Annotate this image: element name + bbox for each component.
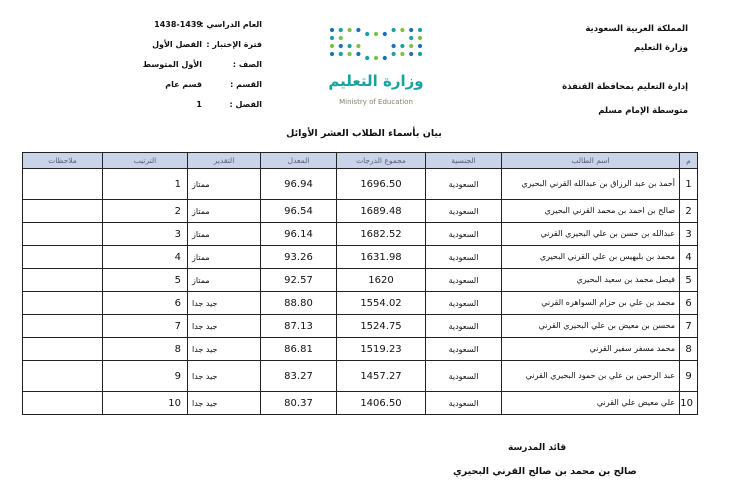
table-row [23,169,698,200]
average-cell: 87.13 [261,315,337,338]
column-header: الترتيب [103,153,188,169]
nationality-cell: السعودية [426,315,502,338]
table-row [23,223,698,246]
table-row [23,338,698,361]
rank-cell: 5 [103,269,188,292]
nationality-cell: السعودية [426,269,502,292]
student-name-cell: فيصل محمد بن سعيد البحيري [502,269,680,292]
notes-cell [23,269,103,292]
nationality-cell: السعودية [426,169,502,200]
grade-cell: جيد جدا [188,338,261,361]
total-score-cell: 1519.23 [337,338,426,361]
header-info-value: 1 [196,100,202,109]
students-table [22,152,698,415]
row-number-cell: 7 [680,315,698,338]
ministry-logo [322,24,430,112]
total-score-cell: 1631.98 [337,246,426,269]
ministry-logo-icon [322,24,430,72]
header-info-row [112,100,262,112]
column-header: ملاحظات [23,153,103,169]
rank-cell: 9 [103,361,188,392]
row-number-cell: 10 [680,392,698,415]
rank-cell: 4 [103,246,188,269]
column-header: م [680,153,698,169]
row-number-cell: 4 [680,246,698,269]
table-row [23,292,698,315]
signature-title: قائد المدرسة [508,443,567,453]
header-info-row [112,40,262,52]
total-score-cell: 1696.50 [337,169,426,200]
logo-english-text: Ministry of Education [339,98,413,106]
column-header: التقدير [188,153,261,169]
student-name-cell: محمد بن علي بن حزام السواهره القرني [502,292,680,315]
nationality-cell: السعودية [426,392,502,415]
grade-cell: ممتاز [188,269,261,292]
grade-cell: جيد جدا [188,392,261,415]
header-info-value: الأول المتوسط [142,60,202,69]
header-ministry: وزارة التعليم [634,43,688,53]
total-score-cell: 1689.48 [337,200,426,223]
header-info-value: الفصل الأول [152,40,202,49]
rank-cell: 2 [103,200,188,223]
row-number-cell: 8 [680,338,698,361]
header-info-label: الفصل : [229,100,262,109]
nationality-cell: السعودية [426,292,502,315]
notes-cell [23,169,103,200]
nationality-cell: السعودية [426,200,502,223]
grade-cell: جيد جدا [188,315,261,338]
average-cell: 93.26 [261,246,337,269]
header-info-label: فترة الإختبار : [206,40,262,49]
header-info-label: الصف : [232,60,262,69]
column-header: المعدل [261,153,337,169]
table-row [23,392,698,415]
rank-cell: 7 [103,315,188,338]
nationality-cell: السعودية [426,361,502,392]
row-number-cell: 6 [680,292,698,315]
row-number-cell: 9 [680,361,698,392]
grade-cell: ممتاز [188,246,261,269]
total-score-cell: 1682.52 [337,223,426,246]
column-header: مجموع الدرجات [337,153,426,169]
rank-cell: 10 [103,392,188,415]
notes-cell [23,392,103,415]
average-cell: 92.57 [261,269,337,292]
average-cell: 96.54 [261,200,337,223]
header-department: إدارة التعليم بمحافظة القنفذة [562,82,688,92]
nationality-cell: السعودية [426,223,502,246]
total-score-cell: 1554.02 [337,292,426,315]
notes-cell [23,223,103,246]
header-info-value: 1438-1439 [154,20,202,29]
row-number-cell: 5 [680,269,698,292]
total-score-cell: 1524.75 [337,315,426,338]
grade-cell: ممتاز [188,200,261,223]
column-header: اسم الطالب [502,153,680,169]
average-cell: 86.81 [261,338,337,361]
table-row [23,269,698,292]
student-name-cell: صالح بن احمد بن محمد القرني البحيري [502,200,680,223]
student-name-cell: عبدالله بن حسن بن علي البحيري القرني [502,223,680,246]
total-score-cell: 1620 [337,269,426,292]
student-name-cell: علي معيض علي القرني [502,392,680,415]
average-cell: 83.27 [261,361,337,392]
total-score-cell: 1457.27 [337,361,426,392]
page-title: بيان بأسماء الطلاب العشر الأوائل [286,128,442,139]
student-name-cell: عبد الرحمن بن علي بن حمود البحيري القرني [502,361,680,392]
header-info-value: قسم عام [165,80,202,89]
table-row [23,200,698,223]
average-cell: 96.94 [261,169,337,200]
header-info-label: العام الدراسي : [200,20,262,29]
rank-cell: 3 [103,223,188,246]
nationality-cell: السعودية [426,338,502,361]
notes-cell [23,361,103,392]
table-row [23,246,698,269]
grade-cell: جيد جدا [188,361,261,392]
header-info-row [112,60,262,72]
rank-cell: 8 [103,338,188,361]
signature-name: صالح بن محمد بن صالح القرني البحيري [453,466,637,477]
column-header: الجنسية [426,153,502,169]
header-info-row [112,80,262,92]
notes-cell [23,292,103,315]
notes-cell [23,246,103,269]
notes-cell [23,338,103,361]
header-info-row [112,20,262,32]
student-name-cell: محمد بن بليهيس بن علي القرني البحيري [502,246,680,269]
student-name-cell: أحمد بن عبد الرزاق بن عبدالله القرني البحيري [502,169,680,200]
notes-cell [23,200,103,223]
nationality-cell: السعودية [426,246,502,269]
table-header-row [23,153,698,169]
grade-cell: جيد جدا [188,292,261,315]
row-number-cell: 3 [680,223,698,246]
header-info-label: القسم : [230,80,262,89]
header-country: المملكة العربية السعودية [585,24,688,34]
grade-cell: ممتاز [188,169,261,200]
table-row [23,361,698,392]
notes-cell [23,315,103,338]
grade-cell: ممتاز [188,223,261,246]
student-name-cell: محسن بن معيض بن علي البحيري القرني [502,315,680,338]
total-score-cell: 1406.50 [337,392,426,415]
header-school: متوسطة الإمام مسلم [598,106,688,116]
logo-arabic-text: وزارة التعليم [328,72,424,90]
rank-cell: 6 [103,292,188,315]
row-number-cell: 1 [680,169,698,200]
student-name-cell: محمد مسفر سفير القرني [502,338,680,361]
average-cell: 96.14 [261,223,337,246]
average-cell: 88.80 [261,292,337,315]
row-number-cell: 2 [680,200,698,223]
average-cell: 80.37 [261,392,337,415]
rank-cell: 1 [103,169,188,200]
table-row [23,315,698,338]
